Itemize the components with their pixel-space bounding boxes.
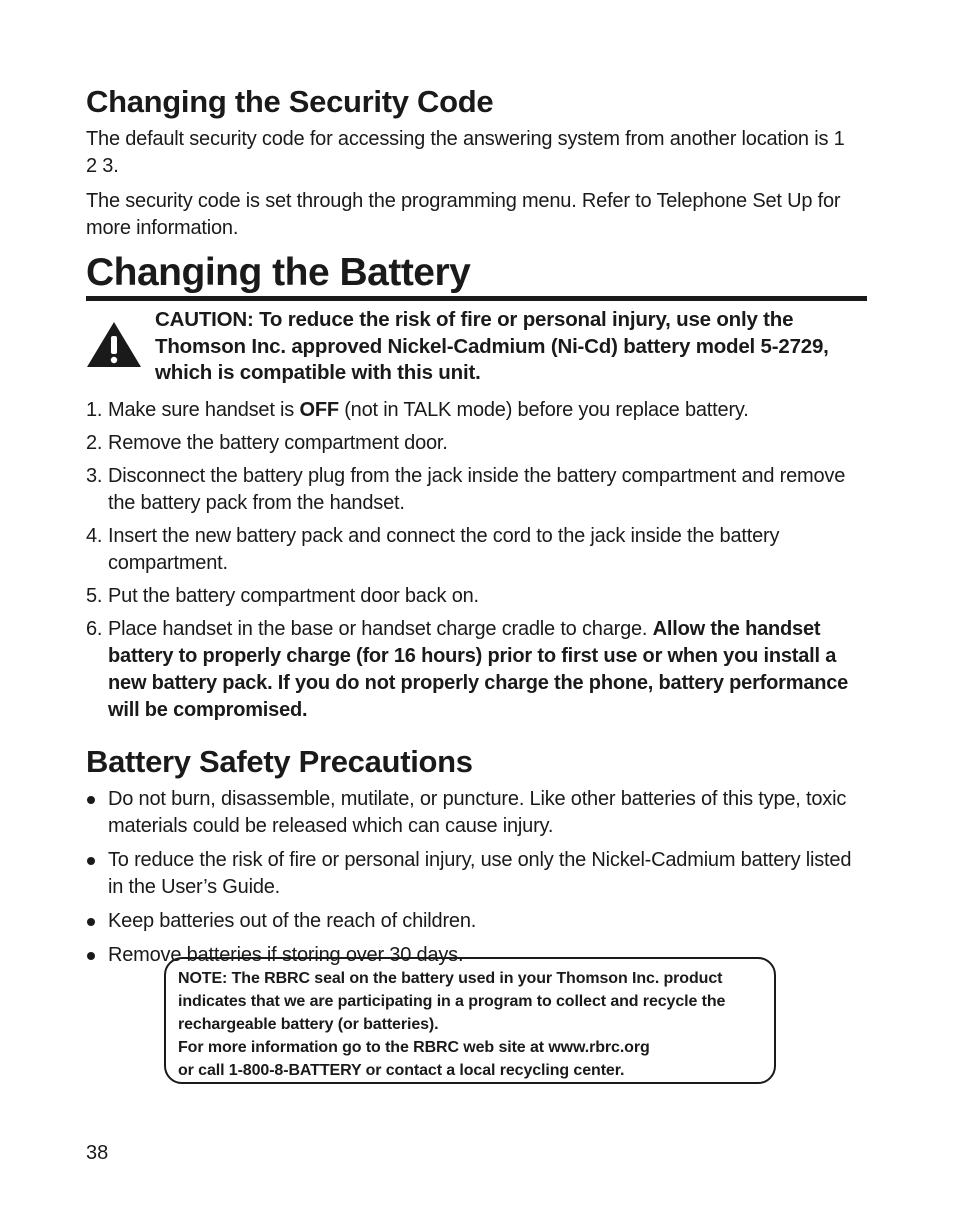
step-text: Disconnect the battery plug from the jack inside the battery compartment and remove the battery pack from the handset. — [108, 464, 846, 514]
note-line: For more information go to the RBRC web site at www.rbrc.org — [178, 1039, 650, 1056]
page-content — [86, 84, 868, 976]
step-number: 1. — [86, 398, 103, 421]
caution-text: CAUTION: To reduce the risk of fire or personal injury, use only the Thomson Inc. approved Nickel-Cadmium (Ni-Cd) battery model 5-2729, which is compatible with this unit. — [155, 308, 829, 384]
list-item — [86, 583, 861, 610]
step-number: 3. — [86, 464, 103, 487]
note-line: indicates that we are participating in a program to collect and recycle the — [178, 993, 726, 1010]
note-line: rechargeable battery (or batteries). — [178, 1016, 439, 1033]
security-heading: Changing the Security Code — [86, 84, 494, 119]
bullet-text: Remove batteries if storing over 30 days. — [108, 943, 464, 966]
step-text: Place handset in the base or handset charge cradle to charge. — [108, 617, 653, 640]
step-text: Remove the battery compartment door. — [108, 431, 448, 454]
warning-triangle-icon — [86, 320, 142, 368]
list-item — [86, 430, 861, 457]
list-item — [86, 523, 861, 577]
list-item — [86, 463, 861, 517]
bullet-text: Keep batteries out of the reach of children. — [108, 909, 477, 932]
safety-heading: Battery Safety Precautions — [86, 743, 473, 779]
step-number: 2. — [86, 431, 103, 454]
step-text: Insert the new battery pack and connect the cord to the jack inside the battery compartment. — [108, 524, 780, 574]
step-text: Make sure handset is — [108, 398, 300, 421]
bullet-icon — [87, 857, 95, 865]
list-item — [86, 616, 861, 724]
battery-steps-list — [86, 397, 861, 724]
step-number: 5. — [86, 584, 103, 607]
security-paragraph-1: The default security code for accessing the answering system from another location is 1 2 3. — [86, 128, 845, 177]
page-number: 38 — [86, 1142, 109, 1164]
caution-block — [86, 307, 868, 387]
step-bold-text: OFF — [299, 398, 339, 421]
bullet-icon — [87, 952, 95, 960]
step-bold-text: Allow the handset battery to properly charge (for 16 hours) prior to first use or when you install a new battery pack. If you do not properly charge the phone, battery performance will be compromised. — [108, 617, 849, 721]
bullet-icon — [87, 796, 95, 804]
step-text: (not in TALK mode) before you replace battery. — [338, 398, 749, 421]
note-line: NOTE: The RBRC seal on the battery used in your Thomson Inc. product — [178, 970, 723, 987]
bullet-text: Do not burn, disassemble, mutilate, or puncture. Like other batteries of this type, toxic materials could be released which can cause injury. — [108, 787, 847, 837]
step-text: Put the battery compartment door back on. — [108, 584, 479, 607]
safety-bullet-list — [86, 786, 856, 969]
note-line: or call 1-800-8-BATTERY or contact a local recycling center. — [178, 1062, 625, 1079]
list-item — [86, 397, 861, 424]
step-number: 6. — [86, 617, 103, 640]
bullet-icon — [87, 918, 95, 926]
bullet-text: To reduce the risk of fire or personal injury, use only the Nickel-Cadmium battery listed in the User’s Guide. — [108, 848, 852, 898]
security-paragraph-2: The security code is set through the programming menu. Refer to Telephone Set Up for more information. — [86, 190, 841, 239]
list-item — [86, 786, 856, 840]
list-item — [86, 908, 856, 935]
step-number: 4. — [86, 524, 103, 547]
rbrc-note-box — [164, 957, 776, 1084]
battery-heading: Changing the Battery — [86, 250, 867, 301]
list-item — [86, 847, 856, 901]
